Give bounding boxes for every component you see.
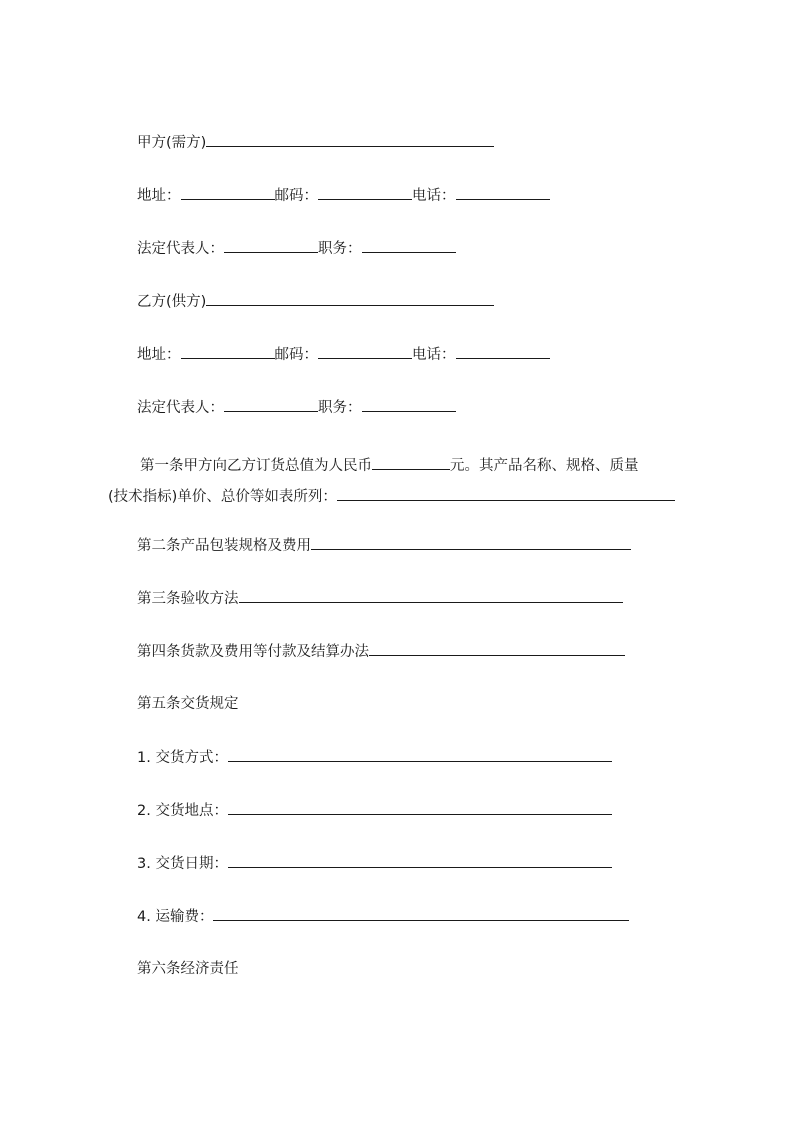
clause-5-item-3-blank[interactable]: [228, 853, 612, 868]
party-b-title-line: [137, 291, 494, 312]
party-a-postcode-label: 邮码：: [274, 188, 318, 204]
clause-5-item-1-line: [137, 747, 612, 768]
party-a-title-line: [137, 132, 494, 153]
clause-5-item-1-blank[interactable]: [228, 747, 612, 762]
clause-1-table-blank[interactable]: [337, 486, 675, 501]
clause-2-line: [137, 535, 631, 556]
clause-3-blank[interactable]: [239, 588, 623, 603]
party-b-phone-blank[interactable]: [456, 344, 550, 359]
party-a-position-label: 职务：: [318, 241, 362, 257]
party-b-rep-label: 法定代表人：: [137, 400, 224, 416]
clause-1-row-1: [108, 451, 708, 482]
party-b-address-blank[interactable]: [181, 344, 275, 359]
party-a-postcode-blank[interactable]: [318, 185, 412, 200]
clause-5-item-3-label: 3. 交货日期：: [137, 856, 228, 872]
clause-3-title: 第三条验收方法: [137, 591, 239, 607]
party-a-phone-label: 电话：: [412, 188, 456, 204]
party-b-title: 乙方(供方): [137, 294, 207, 310]
party-b-rep-blank[interactable]: [224, 397, 318, 412]
clause-5-title: 第五条交货规定: [137, 696, 239, 712]
clause-1-paragraph: [108, 451, 708, 513]
clause-4-title: 第四条货款及费用等付款及结算办法: [137, 644, 369, 660]
party-a-phone-blank[interactable]: [456, 185, 550, 200]
clause-3-line: [137, 588, 623, 609]
party-b-position-blank[interactable]: [362, 397, 456, 412]
clause-4-line: [137, 641, 625, 662]
party-b-contact-line: [137, 344, 550, 365]
party-b-address-label: 地址：: [137, 347, 181, 363]
party-a-contact-line: [137, 185, 550, 206]
clause-5-item-4-line: [137, 906, 629, 927]
party-b-phone-label: 电话：: [412, 347, 456, 363]
clause-5-item-4-blank[interactable]: [213, 906, 629, 921]
clause-4-blank[interactable]: [369, 641, 625, 656]
clause-5-item-4-label: 4. 运输费：: [137, 909, 214, 925]
clause-1-text-1: 第一条甲方向乙方订货总值为人民币: [140, 458, 372, 474]
party-a-name-blank[interactable]: [206, 132, 494, 147]
party-a-address-blank[interactable]: [181, 185, 275, 200]
clause-1-text-3: (技术指标)单价、总价等如表所列：: [108, 489, 337, 505]
clause-1-text-2: 元。其产品名称、规格、质量: [450, 458, 639, 474]
clause-5-item-2-line: [137, 800, 612, 821]
party-a-title: 甲方(需方): [137, 135, 207, 151]
clause-5-line: [137, 694, 239, 714]
clause-5-item-2-blank[interactable]: [228, 800, 612, 815]
party-b-postcode-blank[interactable]: [318, 344, 412, 359]
clause-1-amount-blank[interactable]: [372, 455, 450, 470]
party-b-position-label: 职务：: [318, 400, 362, 416]
party-b-rep-line: [137, 397, 456, 418]
party-a-rep-label: 法定代表人：: [137, 241, 224, 257]
clause-2-title: 第二条产品包装规格及费用: [137, 538, 311, 554]
clause-5-item-1-label: 1. 交货方式：: [137, 750, 228, 766]
clause-2-blank[interactable]: [311, 535, 631, 550]
clause-1-row-2: [108, 482, 708, 513]
clause-6-line: [137, 959, 239, 979]
party-b-name-blank[interactable]: [206, 291, 494, 306]
clause-6-title: 第六条经济责任: [137, 961, 239, 977]
party-a-rep-blank[interactable]: [224, 238, 318, 253]
clause-5-item-3-line: [137, 853, 612, 874]
party-b-postcode-label: 邮码：: [274, 347, 318, 363]
party-a-position-blank[interactable]: [362, 238, 456, 253]
party-a-address-label: 地址：: [137, 188, 181, 204]
party-a-rep-line: [137, 238, 456, 259]
clause-5-item-2-label: 2. 交货地点：: [137, 803, 228, 819]
